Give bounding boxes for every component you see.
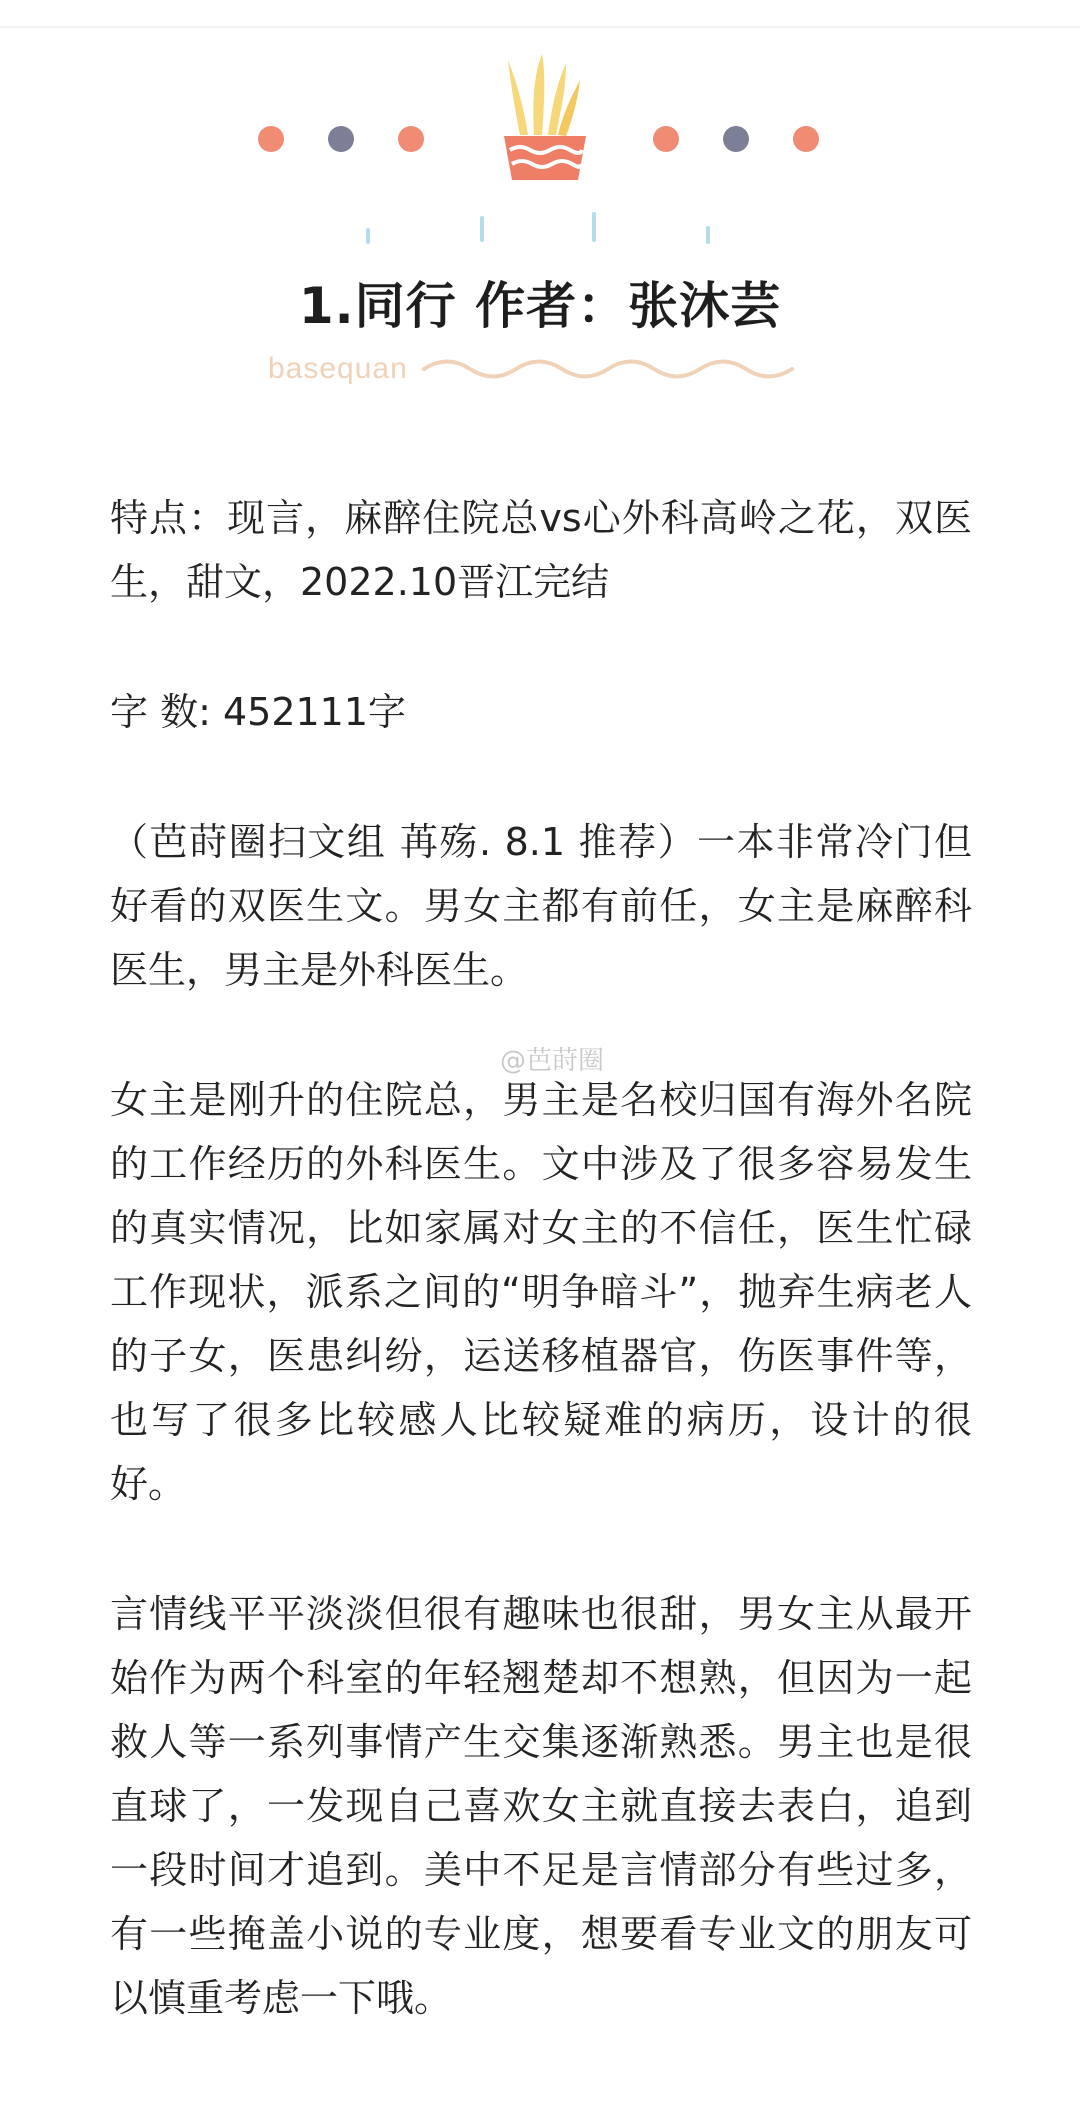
tick-mark: [592, 212, 596, 242]
article-title: 1.同行 作者：张沐芸: [298, 277, 782, 335]
top-divider: [0, 26, 1080, 28]
brand-word: basequan: [268, 352, 408, 385]
dot-icon: [258, 126, 284, 152]
word-count-paragraph: 字 数: 452111字: [110, 690, 407, 734]
dot-icon: [793, 126, 819, 152]
watermark: @芭莳圈: [500, 1046, 605, 1076]
dot-icon: [653, 126, 679, 152]
romance-paragraph: 言情线平平淡淡但很有趣味也很甜，男女主从最开始作为两个科室的年轻翘楚却不想熟，但因为一起救人等一系列事情产生交集逐渐熟悉。男主也是很直球了，一发现自己喜欢女主就直接去表白，追到一段时间才追到。美中不足是言情部分有些过多，有一些掩盖小说的专业度，想要看专业文的朋友可以慎重考虑一下哦。: [110, 1592, 972, 2020]
features-paragraph: 特点：现言，麻醉住院总vs心外科高岭之花，双医生，甜文，2022.10晋江完结: [110, 496, 972, 604]
dot-icon: [398, 126, 424, 152]
wave-divider-icon: [420, 354, 800, 384]
dot-icon: [328, 126, 354, 152]
tick-mark: [366, 228, 370, 244]
recommendation-paragraph: （芭莳圈扫文组 苒殇. 8.1 推荐）一本非常冷门但好看的双医生文。男女主都有前任，女主是麻醉科医生，男主是外科医生。: [110, 820, 972, 992]
plant-pot-icon: [490, 50, 600, 190]
tick-mark: [480, 216, 484, 242]
tick-mark: [706, 226, 710, 244]
dot-icon: [723, 126, 749, 152]
article-body: [110, 486, 972, 2096]
plot-paragraph: 女主是刚升的住院总，男主是名校归国有海外名院的工作经历的外科医生。文中涉及了很多容易发生的真实情况，比如家属对女主的不信任，医生忙碌工作现状，派系之间的“明争暗斗”，抛弃生病老人的子女，医患纠纷，运送移植器官，伤医事件等，也写了很多比较感人比较疑难的病历，设计的很好。: [110, 1078, 972, 1506]
